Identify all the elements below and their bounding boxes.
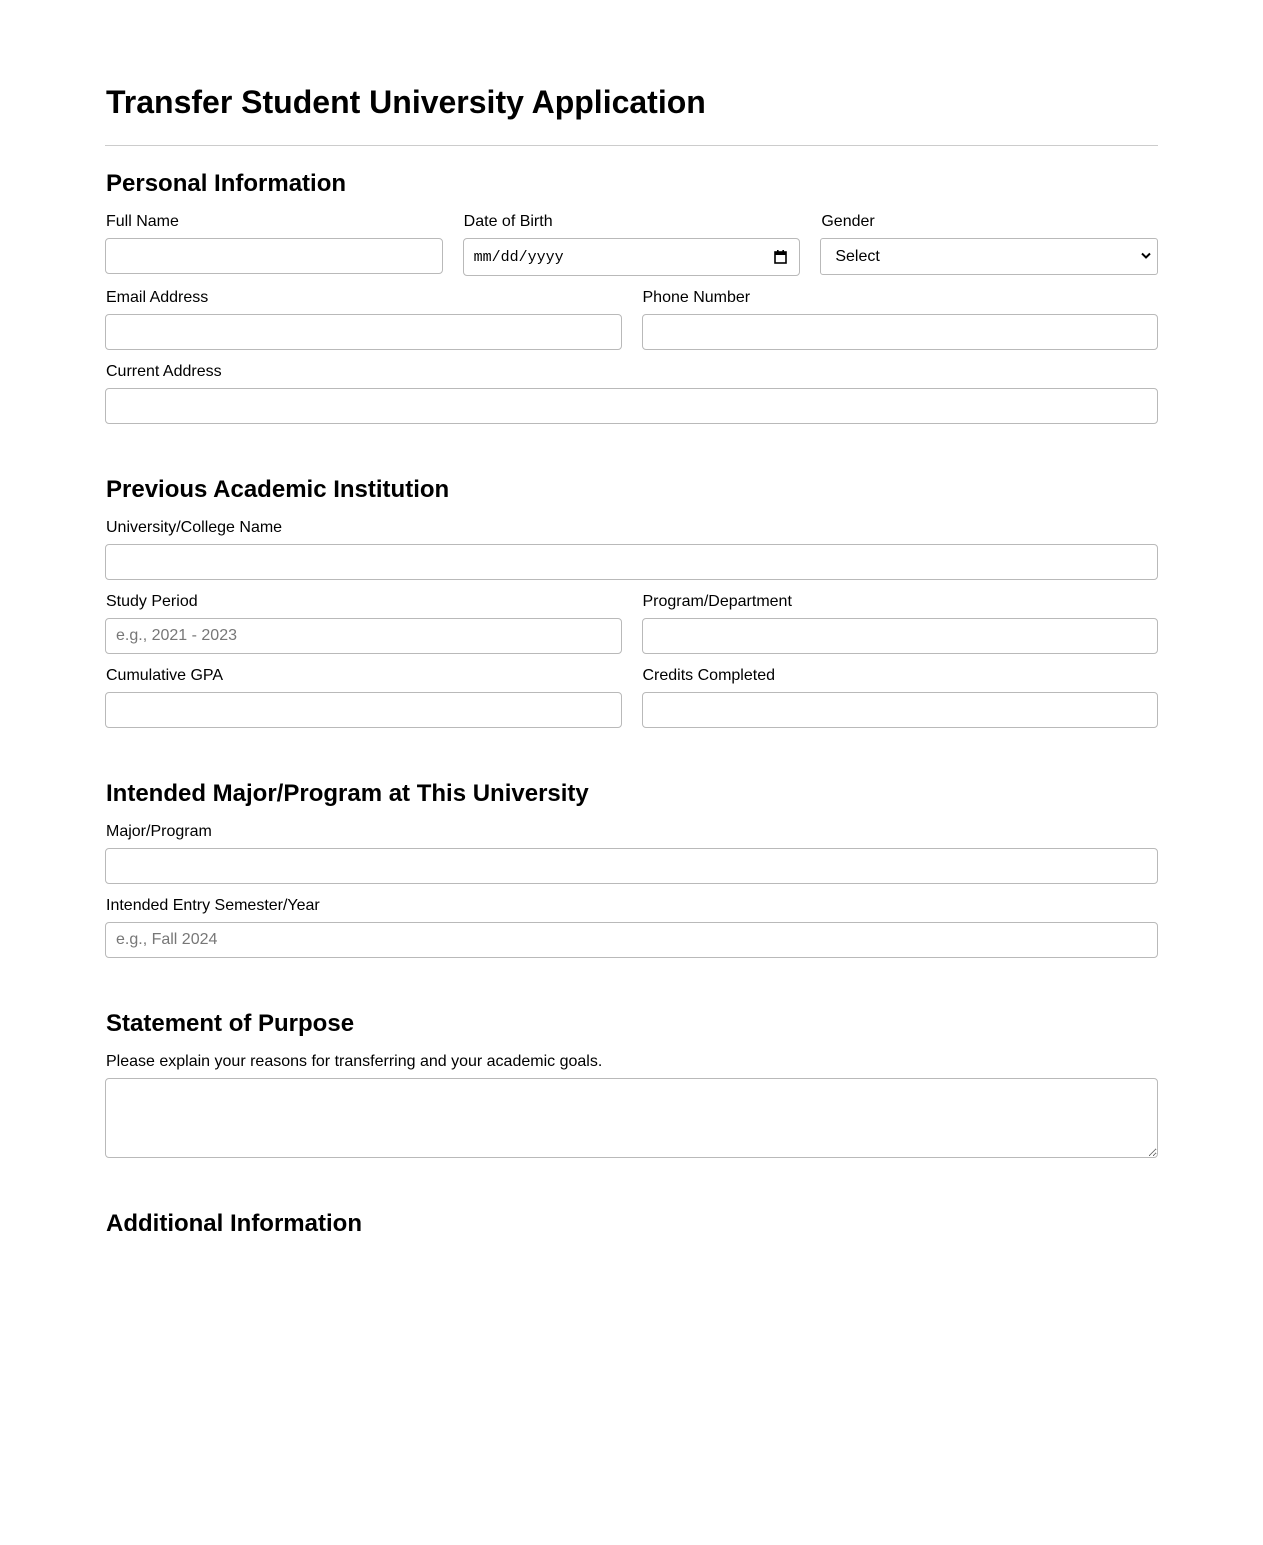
field-program — [642, 592, 1159, 654]
address-input[interactable] — [105, 388, 1158, 424]
section-heading-personal: Personal Information — [106, 170, 347, 197]
study-period-label: Study Period — [106, 593, 198, 610]
gpa-label: Cumulative GPA — [106, 667, 224, 684]
section-previous-institution — [105, 476, 1158, 728]
calendar-icon[interactable] — [774, 250, 787, 264]
chevron-down-icon — [1141, 252, 1151, 260]
program-input[interactable] — [642, 618, 1159, 654]
major-input[interactable] — [105, 848, 1158, 884]
purpose-textarea[interactable] — [105, 1078, 1158, 1158]
email-label: Email Address — [106, 289, 209, 306]
row-email-phone — [105, 288, 1158, 350]
section-heading-additional: Additional Information — [106, 1210, 362, 1237]
field-study-period — [105, 592, 622, 654]
field-full-name — [105, 212, 443, 276]
full-name-input[interactable] — [105, 238, 443, 274]
date-of-birth-format: mm/dd/yyyy — [473, 248, 564, 266]
row-major — [105, 822, 1158, 884]
section-statement-of-purpose — [105, 1010, 1158, 1158]
field-phone — [642, 288, 1159, 350]
purpose-prompt-label: Please explain your reasons for transferring and your academic goals. — [106, 1053, 603, 1070]
row-institution — [105, 518, 1158, 580]
field-email — [105, 288, 622, 350]
row-name-dob-gender — [105, 212, 1158, 276]
entry-semester-label: Intended Entry Semester/Year — [106, 897, 320, 914]
program-label: Program/Department — [642, 593, 792, 610]
phone-input[interactable] — [642, 314, 1159, 350]
section-heading-previous: Previous Academic Institution — [106, 476, 450, 503]
institution-input[interactable] — [105, 544, 1158, 580]
institution-label: University/College Name — [106, 519, 283, 536]
gender-label: Gender — [821, 213, 875, 230]
section-heading-major: Intended Major/Program at This University — [106, 780, 589, 807]
full-name-label: Full Name — [106, 213, 179, 230]
row-entry — [105, 896, 1158, 958]
row-gpa-credits — [105, 666, 1158, 728]
field-credits — [642, 666, 1159, 728]
study-period-input[interactable] — [105, 618, 622, 654]
page-title: Transfer Student University Application — [106, 84, 706, 120]
email-input[interactable] — [105, 314, 622, 350]
purpose-textarea-wrap — [105, 1078, 1158, 1158]
address-label: Current Address — [106, 363, 222, 380]
title-divider — [105, 145, 1158, 146]
gpa-input[interactable] — [105, 692, 622, 728]
entry-semester-input[interactable] — [105, 922, 1158, 958]
credits-input[interactable] — [642, 692, 1159, 728]
phone-label: Phone Number — [642, 289, 751, 306]
field-institution — [105, 518, 1158, 580]
credits-label: Credits Completed — [642, 667, 775, 684]
field-gpa — [105, 666, 622, 728]
section-heading-purpose: Statement of Purpose — [106, 1010, 355, 1037]
gender-select[interactable] — [820, 238, 1158, 275]
section-personal-information — [105, 170, 1158, 424]
field-entry-semester — [105, 896, 1158, 958]
date-of-birth-input[interactable] — [463, 238, 801, 276]
field-date-of-birth — [463, 212, 801, 276]
section-intended-major — [105, 780, 1158, 958]
field-address — [105, 362, 1158, 424]
gender-selected-value: Select — [835, 247, 880, 265]
section-additional-information — [105, 1210, 1158, 1238]
application-form — [105, 0, 1158, 1238]
date-of-birth-label: Date of Birth — [463, 213, 553, 230]
field-major — [105, 822, 1158, 884]
row-address — [105, 362, 1158, 424]
major-label: Major/Program — [106, 823, 212, 840]
row-period-program — [105, 592, 1158, 654]
field-gender — [820, 212, 1158, 276]
